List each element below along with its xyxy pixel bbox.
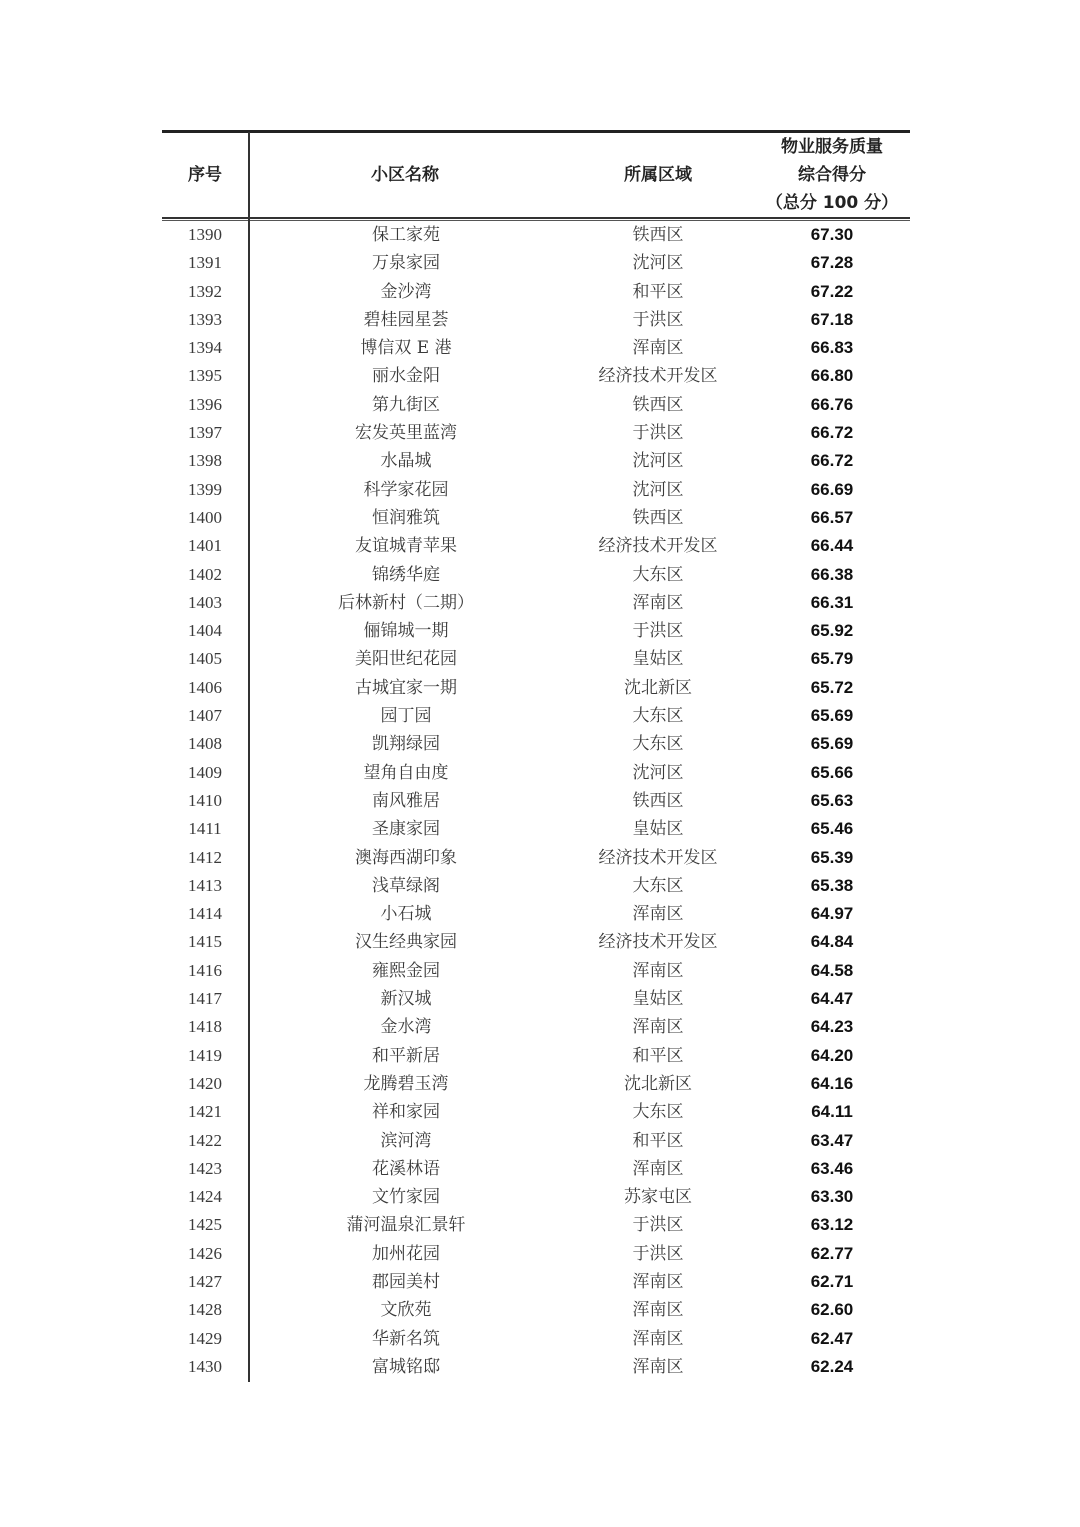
row-seq: 1424: [188, 1187, 222, 1207]
row-score: 63.47: [810, 1130, 854, 1150]
row-area: 皇姑区: [632, 649, 684, 670]
header-rule: [162, 217, 910, 219]
table-row: [162, 900, 910, 928]
row-area: 浑南区: [632, 1356, 684, 1377]
row-seq: 1407: [188, 706, 222, 726]
row-score: 66.38: [810, 564, 854, 584]
row-name: 凯翔绿园: [372, 734, 440, 755]
table-row: [162, 1325, 910, 1353]
row-seq: 1429: [188, 1328, 222, 1348]
row-area: 铁西区: [632, 507, 684, 528]
row-area: 大东区: [632, 734, 684, 755]
row-score: 66.80: [810, 366, 854, 386]
row-area: 和平区: [632, 281, 684, 302]
row-score: 63.12: [810, 1215, 854, 1235]
table-row: [162, 674, 910, 702]
row-name: 博信双 E 港: [360, 338, 452, 359]
row-name: 新汉城: [380, 989, 432, 1010]
row-seq: 1423: [188, 1158, 222, 1178]
row-seq: 1418: [188, 1017, 222, 1037]
row-name: 澳海西湖印象: [355, 847, 457, 868]
row-area: 于洪区: [632, 621, 684, 642]
row-area: 于洪区: [632, 423, 684, 444]
row-score: 64.20: [810, 1045, 854, 1065]
row-name: 丽水金阳: [372, 366, 440, 387]
row-name: 祥和家园: [372, 1102, 440, 1123]
row-area: 铁西区: [632, 225, 684, 245]
row-name: 锦绣华庭: [372, 564, 440, 585]
row-score: 66.31: [810, 592, 854, 612]
header-score-line3: （总分 100 分）: [765, 193, 899, 213]
row-score: 66.57: [810, 507, 854, 527]
row-name: 花溪林语: [372, 1158, 440, 1179]
row-seq: 1426: [188, 1243, 222, 1263]
table-row: [162, 334, 910, 362]
row-seq: 1397: [188, 423, 222, 443]
row-score: 67.30: [810, 225, 854, 244]
table-row: [162, 787, 910, 815]
row-name: 龙腾碧玉湾: [363, 1073, 449, 1094]
row-seq: 1390: [188, 225, 222, 244]
row-area: 经济技术开发区: [598, 932, 718, 953]
row-name: 望角自由度: [363, 762, 449, 783]
row-area: 浑南区: [632, 960, 684, 981]
table-row: [162, 617, 910, 645]
table-row: [162, 985, 910, 1013]
row-seq: 1409: [188, 762, 222, 782]
row-score: 64.58: [810, 960, 854, 980]
table-row: [162, 362, 910, 390]
row-name: 南风雅居: [372, 790, 440, 811]
row-area: 铁西区: [632, 394, 684, 415]
row-name: 金沙湾: [380, 281, 432, 302]
row-area: 经济技术开发区: [598, 366, 718, 387]
row-area: 浑南区: [632, 338, 684, 359]
row-name: 科学家花园: [363, 479, 449, 500]
row-seq: 1415: [188, 932, 222, 952]
row-seq: 1401: [188, 536, 222, 556]
row-seq: 1422: [188, 1130, 222, 1150]
row-seq: 1403: [188, 592, 222, 612]
row-seq: 1425: [188, 1215, 222, 1235]
row-score: 65.72: [810, 677, 854, 697]
table-row: [162, 561, 910, 589]
row-score: 66.72: [810, 451, 854, 471]
row-seq: 1398: [188, 451, 222, 471]
table-row: [162, 1296, 910, 1324]
row-name: 滨河湾: [380, 1130, 432, 1151]
row-score: 67.18: [810, 309, 854, 329]
header-score-line2: 综合得分: [798, 165, 866, 185]
row-name: 第九街区: [372, 394, 440, 415]
row-seq: 1402: [188, 564, 222, 584]
table-row: [162, 1127, 910, 1155]
row-area: 皇姑区: [632, 989, 684, 1010]
row-area: 沈河区: [632, 762, 684, 783]
row-seq: 1427: [188, 1271, 222, 1291]
header-score: [754, 133, 910, 217]
table-row: [162, 872, 910, 900]
table-row: [162, 928, 910, 956]
row-name: 古城宜家一期: [355, 677, 457, 698]
row-score: 66.83: [810, 338, 854, 358]
table-row: [162, 249, 910, 277]
table-row: [162, 1098, 910, 1126]
row-area: 沈河区: [632, 253, 684, 274]
row-score: 66.44: [810, 536, 854, 556]
row-area: 大东区: [632, 875, 684, 896]
row-score: 65.69: [810, 734, 854, 754]
row-seq: 1400: [188, 507, 222, 527]
row-score: 65.69: [810, 706, 854, 726]
row-seq: 1391: [188, 253, 222, 273]
row-area: 经济技术开发区: [598, 847, 718, 868]
row-name: 保工家苑: [372, 225, 440, 245]
row-area: 皇姑区: [632, 819, 684, 840]
row-score: 65.63: [810, 790, 854, 810]
row-seq: 1410: [188, 790, 222, 810]
table-row: [162, 1042, 910, 1070]
table-row: [162, 1211, 910, 1239]
row-area: 大东区: [632, 1102, 684, 1123]
row-name: 友谊城青苹果: [355, 536, 457, 557]
row-area: 苏家屯区: [624, 1187, 692, 1208]
row-seq: 1395: [188, 366, 222, 386]
table-row: [162, 1070, 910, 1098]
row-score: 65.92: [810, 621, 854, 641]
row-name: 和平新居: [372, 1045, 440, 1066]
table-row: [162, 532, 910, 560]
row-name: 金水湾: [380, 1017, 432, 1038]
header-seq: 序号: [188, 165, 222, 185]
row-area: 经济技术开发区: [598, 536, 718, 557]
row-seq: 1428: [188, 1300, 222, 1320]
row-seq: 1394: [188, 338, 222, 358]
row-score: 65.38: [810, 875, 854, 895]
row-area: 沈河区: [632, 451, 684, 472]
table-header: [162, 133, 910, 217]
row-area: 于洪区: [632, 1215, 684, 1236]
row-name: 后林新村（二期）: [338, 592, 474, 613]
table-row: [162, 1240, 910, 1268]
row-area: 浑南区: [632, 1300, 684, 1321]
row-name: 文欣苑: [380, 1300, 432, 1321]
row-name: 雍熙金园: [372, 960, 440, 981]
row-seq: 1417: [188, 989, 222, 1009]
table-row: [162, 447, 910, 475]
table-row: [162, 702, 910, 730]
table-row: [162, 221, 910, 249]
row-seq: 1412: [188, 847, 222, 867]
row-seq: 1411: [188, 819, 222, 839]
row-seq: 1416: [188, 960, 222, 980]
row-score: 64.84: [810, 932, 854, 952]
table-row: [162, 476, 910, 504]
table-row: [162, 1155, 910, 1183]
row-seq: 1421: [188, 1102, 222, 1122]
row-name: 蒲河温泉汇景轩: [346, 1215, 466, 1236]
table-row: [162, 815, 910, 843]
row-seq: 1413: [188, 875, 222, 895]
row-name: 华新名筑: [372, 1328, 440, 1349]
row-name: 水晶城: [380, 451, 432, 472]
row-score: 67.22: [810, 281, 854, 301]
table-row: [162, 1013, 910, 1041]
table-row: [162, 391, 910, 419]
row-score: 65.66: [810, 762, 854, 782]
table-row: [162, 419, 910, 447]
row-score: 64.23: [810, 1017, 854, 1037]
row-area: 于洪区: [632, 309, 684, 330]
row-area: 和平区: [632, 1045, 684, 1066]
row-score: 62.77: [810, 1243, 854, 1263]
row-seq: 1393: [188, 309, 222, 329]
row-score: 62.24: [810, 1356, 854, 1376]
row-score: 65.46: [810, 819, 854, 839]
table-row: [162, 730, 910, 758]
table-row: [162, 306, 910, 334]
row-score: 64.16: [810, 1073, 854, 1093]
row-score: 62.47: [810, 1328, 854, 1348]
row-area: 浑南区: [632, 1017, 684, 1038]
row-score: 63.46: [810, 1158, 854, 1178]
row-score: 67.28: [810, 253, 854, 273]
row-seq: 1392: [188, 281, 222, 301]
row-score: 62.60: [810, 1300, 854, 1320]
row-name: 碧桂园星荟: [363, 309, 449, 330]
row-area: 浑南区: [632, 904, 684, 925]
row-seq: 1404: [188, 621, 222, 641]
row-seq: 1396: [188, 394, 222, 414]
row-area: 大东区: [632, 706, 684, 727]
row-name: 万泉家园: [372, 253, 440, 274]
row-name: 圣康家园: [372, 819, 440, 840]
row-score: 64.11: [811, 1102, 853, 1122]
row-area: 铁西区: [632, 790, 684, 811]
row-seq: 1405: [188, 649, 222, 669]
row-score: 65.39: [810, 847, 854, 867]
row-seq: 1408: [188, 734, 222, 754]
row-name: 富城铭邸: [372, 1356, 440, 1377]
row-seq: 1419: [188, 1045, 222, 1065]
row-seq: 1430: [188, 1356, 222, 1376]
table-row: [162, 504, 910, 532]
row-seq: 1399: [188, 479, 222, 499]
row-name: 文竹家园: [372, 1187, 440, 1208]
row-name: 宏发英里蓝湾: [355, 423, 457, 444]
row-area: 和平区: [632, 1130, 684, 1151]
row-area: 大东区: [632, 564, 684, 585]
table-row: [162, 844, 910, 872]
row-name: 园丁园: [380, 706, 432, 727]
table-row: [162, 957, 910, 985]
row-area: 沈河区: [632, 479, 684, 500]
table-row: [162, 645, 910, 673]
row-area: 浑南区: [632, 1271, 684, 1292]
table-row: [162, 589, 910, 617]
row-name: 浅草绿阁: [372, 875, 440, 896]
row-name: 加州花园: [372, 1243, 440, 1264]
row-score: 65.79: [810, 649, 854, 669]
row-area: 浑南区: [632, 1158, 684, 1179]
row-seq: 1414: [188, 904, 222, 924]
table-row: [162, 278, 910, 306]
header-name: 小区名称: [371, 165, 439, 185]
row-score: 62.71: [810, 1271, 854, 1291]
table-row: [162, 1353, 910, 1381]
table-body: [162, 221, 910, 1381]
row-name: 汉生经典家园: [355, 932, 457, 953]
row-area: 于洪区: [632, 1243, 684, 1264]
row-seq: 1406: [188, 677, 222, 697]
row-area: 沈北新区: [624, 1073, 692, 1094]
row-area: 浑南区: [632, 592, 684, 613]
row-seq: 1420: [188, 1073, 222, 1093]
row-score: 64.47: [810, 989, 854, 1009]
table-row: [162, 1268, 910, 1296]
header-area: 所属区域: [624, 165, 692, 185]
row-name: 美阳世纪花园: [355, 649, 457, 670]
row-area: 沈北新区: [624, 677, 692, 698]
row-score: 64.97: [810, 904, 854, 924]
row-name: 小石城: [380, 904, 432, 925]
table-row: [162, 1183, 910, 1211]
table-row: [162, 759, 910, 787]
header-score-line1: 物业服务质量: [781, 137, 883, 157]
row-score: 66.69: [810, 479, 854, 499]
row-score: 66.72: [810, 423, 854, 443]
row-name: 俪锦城一期: [363, 621, 449, 642]
row-name: 恒润雅筑: [372, 507, 440, 528]
row-area: 浑南区: [632, 1328, 684, 1349]
row-score: 63.30: [810, 1187, 854, 1207]
row-name: 郡园美村: [372, 1271, 440, 1292]
row-score: 66.76: [810, 394, 854, 414]
